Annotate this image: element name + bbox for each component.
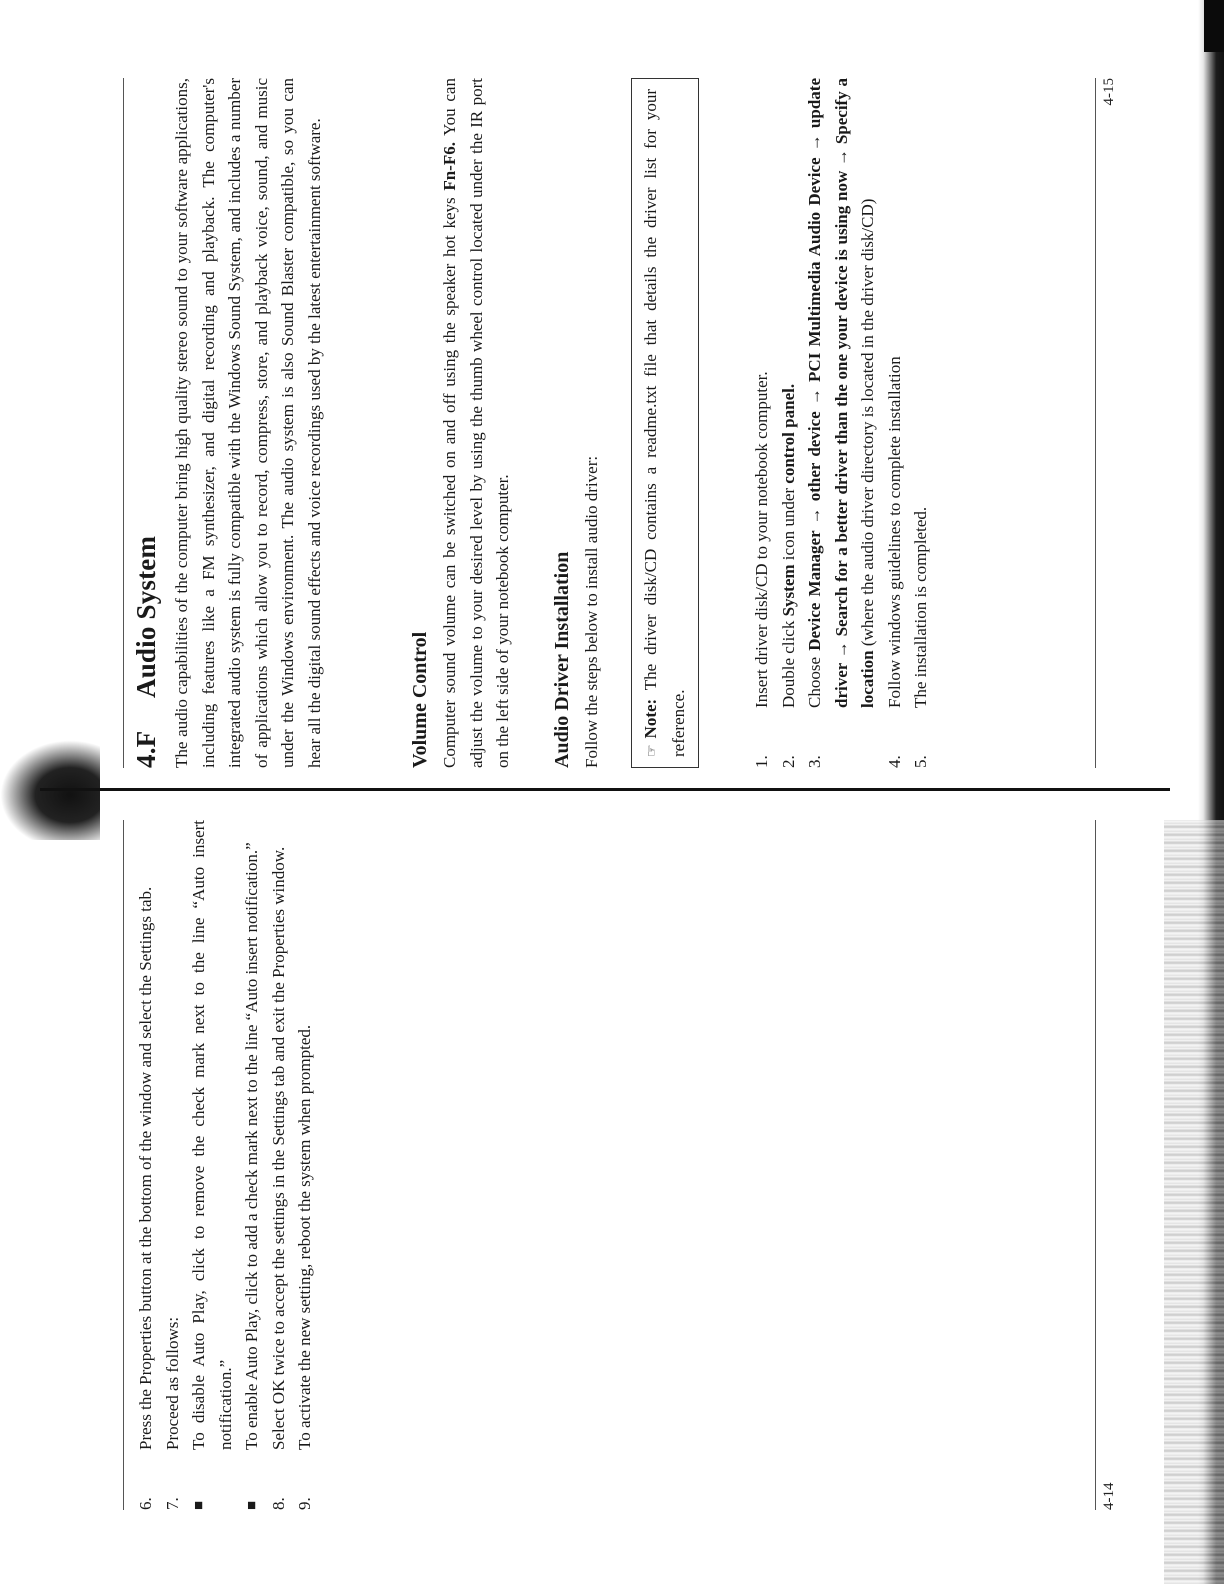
book-spine-line: [40, 788, 1170, 791]
section-number: 4.F: [131, 730, 161, 768]
footer-rule: [1095, 820, 1096, 1510]
bullet-marker: ■: [191, 1500, 207, 1510]
list-item: [239, 820, 266, 1510]
list-marker: 3.: [805, 755, 824, 768]
hotkey-label: Fn-F6.: [440, 142, 459, 191]
procedure-list: [133, 820, 319, 1510]
intro-paragraph: The audio capabilities of the computer bring high quality stereo sound to your software applications, including features like a FM synthesizer, and digital recording and playback. The computer's integrated audio system is fully compatible with the Windows Sound System, and includes a number of applications which allow you to record, compress, store, and playback voice, sound, and music under the Windows environment. The audio system is also Sound Blaster compatible, so you can hear all the digital sound effects and voice recordings used by the latest entertainment software.: [172, 78, 324, 768]
list-item: [266, 820, 293, 1510]
install-steps: [749, 78, 935, 768]
list-item: [292, 820, 319, 1510]
header-rule: [123, 78, 124, 768]
volume-control-paragraph: [437, 78, 517, 768]
list-marker: 8.: [268, 1497, 288, 1510]
note-label: Note:: [641, 698, 660, 739]
note-box: [631, 78, 699, 768]
scanner-edge-noise: [1164, 820, 1224, 1584]
list-text: Proceed as follows:: [162, 1316, 182, 1450]
list-text: Insert driver disk/CD to your notebook computer.: [752, 371, 771, 708]
list-item: [133, 820, 160, 1510]
header-rule: [123, 820, 124, 1510]
list-marker: 2.: [778, 755, 798, 768]
page-4-15: [85, 78, 1125, 768]
page-number: 4-14: [1101, 1482, 1117, 1510]
volume-text: You can adjust the volume to your desired level by using the thumb wheel control located under the IR port on the left side of your notebook computer.: [440, 78, 512, 768]
list-marker: 5.: [911, 755, 930, 768]
list-marker: 6.: [136, 1497, 155, 1510]
bold-term: System: [778, 564, 798, 617]
list-marker: 9.: [295, 1497, 314, 1510]
scanner-edge-corner: [1204, 0, 1224, 52]
list-item: [186, 820, 239, 1510]
list-marker: 7.: [162, 1497, 182, 1510]
list-text: To enable Auto Play, click to add a check mark next to the line “Auto insert notification.”: [242, 842, 261, 1450]
page-4-14: [85, 820, 1125, 1510]
bold-term: control panel.: [778, 383, 798, 484]
list-item: [802, 78, 882, 768]
footer-rule: [1095, 78, 1096, 768]
section-title: Audio System: [131, 535, 161, 698]
audio-driver-installation-heading: Audio Driver Installation: [551, 551, 573, 768]
list-text: icon under: [778, 483, 798, 565]
list-item: [776, 78, 803, 768]
list-text: The installation is completed.: [911, 506, 930, 708]
list-item: [749, 78, 776, 768]
volume-control-heading: Volume Control: [409, 631, 431, 768]
note-text: The driver disk/CD contains a readme.txt file that details the driver list for your reference.: [641, 89, 688, 757]
bold-path: Device Manager → other device → PCI Multimedia Audio Device → update driver → Search for a better driver than the one your device is using now → Specify a location: [805, 78, 877, 708]
list-item: [882, 78, 909, 768]
list-text: To disable Auto Play, click to remove the check mark next to the line “Auto insert notification.”: [189, 820, 235, 1450]
list-text: Press the Properties button at the bottom of the window and select the Settings tab.: [136, 886, 155, 1450]
install-intro: Follow the steps below to install audio driver:: [582, 455, 601, 768]
list-text: Choose: [805, 650, 824, 708]
list-text: Double click: [778, 616, 798, 708]
section-heading: [131, 536, 162, 768]
volume-text: Computer sound volume can be switched on and off using the speaker hot keys: [440, 190, 459, 768]
list-item: [908, 78, 935, 768]
page-number: 4-15: [1101, 78, 1117, 106]
list-marker: 4.: [884, 755, 904, 768]
list-item: [160, 820, 187, 1510]
list-marker: 1.: [752, 755, 771, 768]
list-text: Select OK twice to accept the settings in the Settings tab and exit the Properties window.: [268, 846, 288, 1450]
list-text: (where the audio driver directory is located in the driver disk/CD): [858, 198, 877, 651]
list-text: Follow windows guidelines to complete installation: [884, 356, 904, 708]
list-text: To activate the new setting, reboot the system when prompted.: [295, 1024, 314, 1450]
bullet-marker: ■: [244, 1500, 260, 1510]
pointing-hand-icon: ☞: [645, 744, 660, 757]
